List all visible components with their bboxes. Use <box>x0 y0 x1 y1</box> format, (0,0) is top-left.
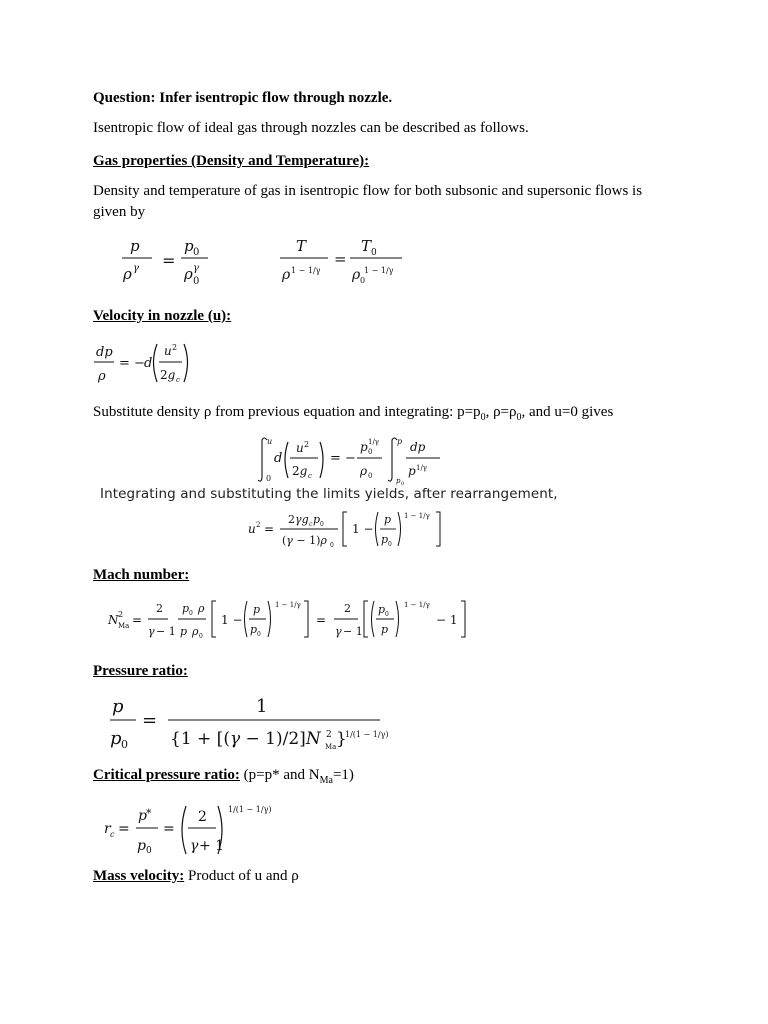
svg-text:p: p <box>137 838 146 854</box>
svg-text:u: u <box>296 441 304 455</box>
svg-text:0: 0 <box>385 611 389 618</box>
svg-text:=: = <box>162 251 176 270</box>
mass-velocity-line <box>93 866 299 886</box>
svg-text:=: = <box>163 821 175 837</box>
svg-text:2g: 2g <box>292 464 308 478</box>
svg-text:2γg: 2γg <box>288 513 309 526</box>
svg-text:T: T <box>361 237 372 255</box>
svg-text:1 − 1/γ: 1 − 1/γ <box>404 512 430 520</box>
svg-text:= −: = − <box>119 356 145 371</box>
svg-text:1/γ: 1/γ <box>368 438 379 446</box>
question-heading: Question: Infer isentropic flow through nozzle. <box>93 90 393 106</box>
gas-properties-heading: Gas properties (Density and Temperature): <box>93 153 370 169</box>
svg-text:dp: dp <box>96 345 113 360</box>
svg-text:dp: dp <box>410 440 426 454</box>
svg-text:1/γ: 1/γ <box>416 464 427 472</box>
svg-text:0: 0 <box>320 521 324 528</box>
svg-text:{1 + [(γ − 1)/2]N: {1 + [(γ − 1)/2]N <box>170 729 321 749</box>
svg-text:ρ: ρ <box>352 267 361 283</box>
svg-text:1 −: 1 − <box>221 613 243 627</box>
svg-text:p: p <box>112 696 124 717</box>
svg-text:1 − 1/γ: 1 − 1/γ <box>364 266 394 275</box>
svg-text:− 1: − 1 <box>343 625 363 638</box>
svg-text:}: } <box>336 729 347 749</box>
svg-text:ρ: ρ <box>192 625 199 638</box>
svg-text:2: 2 <box>156 602 163 615</box>
svg-text:p: p <box>130 237 140 255</box>
svg-text:0: 0 <box>189 610 193 617</box>
mach-number-heading: Mach number: <box>93 567 190 583</box>
svg-text:0: 0 <box>330 542 334 549</box>
isentropic-temperature-equation <box>278 234 408 298</box>
svg-text:0: 0 <box>193 247 200 258</box>
svg-text:2: 2 <box>344 602 351 615</box>
integral-equation <box>258 434 458 490</box>
svg-text:p: p <box>381 533 389 546</box>
svg-text:+ 1: + 1 <box>199 838 225 854</box>
velocity-differential-equation <box>94 340 194 392</box>
svg-text:u: u <box>248 522 256 536</box>
svg-text:r: r <box>104 821 111 837</box>
svg-text:1: 1 <box>256 696 268 717</box>
svg-text:1 − 1/γ: 1 − 1/γ <box>275 601 301 609</box>
svg-text:2: 2 <box>118 610 124 619</box>
svg-text:= −: = − <box>330 451 356 466</box>
svg-text:c: c <box>110 830 115 839</box>
svg-text:p: p <box>110 728 122 749</box>
isentropic-density-equation <box>118 234 228 298</box>
svg-text:0: 0 <box>388 541 392 548</box>
svg-text:u: u <box>164 344 172 358</box>
svg-text:2: 2 <box>198 809 207 825</box>
mass-velocity-text: Product of u and ρ <box>184 868 299 884</box>
svg-text:ρ: ρ <box>123 265 132 283</box>
svg-text:N: N <box>108 613 119 627</box>
svg-text:γ: γ <box>133 263 139 274</box>
svg-text:p: p <box>253 603 261 616</box>
svg-text:Ma: Ma <box>118 622 130 630</box>
svg-text:*: * <box>146 807 152 820</box>
critical-pressure-equation <box>102 800 292 866</box>
svg-text:p: p <box>184 237 194 255</box>
svg-text:p: p <box>408 464 416 478</box>
svg-text:0: 0 <box>371 248 377 258</box>
svg-text:p: p <box>182 602 190 615</box>
svg-text:p: p <box>250 623 258 636</box>
svg-text:1 −: 1 − <box>352 522 374 536</box>
substitute-text: Substitute density ρ from previous equation and integrating: $p=p_0$, $\rho=\rho_0$, and u=0 gives <box>93 404 614 423</box>
intro-text: Isentropic flow of ideal gas through nozzles can be described as follows. <box>93 120 529 136</box>
svg-text:=: = <box>118 821 130 837</box>
svg-text:1 − 1/γ: 1 − 1/γ <box>291 266 321 275</box>
svg-text:2: 2 <box>304 440 310 449</box>
svg-text:d: d <box>144 356 153 371</box>
critical-pressure-line: Critical pressure ratio: (p=p* and $N_{Ma}=1$) <box>93 767 354 786</box>
svg-text:d: d <box>274 451 283 466</box>
svg-text:2: 2 <box>256 521 261 529</box>
svg-text:=: = <box>334 250 347 268</box>
svg-text:0: 0 <box>146 846 152 856</box>
svg-text:γ: γ <box>193 263 199 274</box>
svg-text:0: 0 <box>199 633 203 640</box>
mass-velocity-heading: Mass velocity: <box>93 868 185 884</box>
svg-text:p: p <box>360 440 368 454</box>
svg-text:− 1: − 1 <box>436 613 458 627</box>
svg-text:ρ: ρ <box>98 369 106 384</box>
svg-text:p: p <box>396 477 401 485</box>
svg-text:p: p <box>378 603 386 616</box>
svg-text:γ: γ <box>335 625 342 638</box>
integrating-note: Integrating and substituting the limits yields, after rearrangement, <box>100 486 558 502</box>
svg-text:ρ: ρ <box>184 265 193 283</box>
svg-text:− 1: − 1 <box>156 625 176 638</box>
mach-number-equation <box>106 595 476 649</box>
svg-text:=: = <box>264 522 275 536</box>
svg-text:1/(1 − 1/γ): 1/(1 − 1/γ) <box>228 805 272 814</box>
pressure-ratio-heading: Pressure ratio: <box>93 663 188 679</box>
gas-properties-text: Density and temperature of gas in isentropic flow for both subsonic and supersonic flows is given by <box>93 183 643 220</box>
svg-text:1 − 1/γ: 1 − 1/γ <box>404 601 430 609</box>
velocity-heading: Velocity in nozzle (u): <box>93 308 232 324</box>
svg-text:0: 0 <box>401 481 405 487</box>
svg-text:0: 0 <box>266 474 272 483</box>
svg-text:=: = <box>132 613 143 627</box>
svg-text:0: 0 <box>257 631 261 638</box>
svg-text:=: = <box>142 710 158 731</box>
svg-text:2g: 2g <box>160 368 176 382</box>
svg-text:1/(1 − 1/γ): 1/(1 − 1/γ) <box>345 730 389 739</box>
svg-text:p: p <box>384 513 392 526</box>
svg-text:p: p <box>313 513 321 526</box>
svg-text:c: c <box>309 521 313 528</box>
svg-text:ρ: ρ <box>360 464 368 478</box>
svg-text:0: 0 <box>121 738 128 751</box>
critical-pressure-heading: Critical pressure ratio: <box>93 767 240 783</box>
svg-text:=: = <box>316 613 327 627</box>
svg-text:Ma: Ma <box>325 743 337 751</box>
svg-text:ρ: ρ <box>198 602 205 615</box>
svg-text:γ: γ <box>190 838 199 854</box>
svg-text:0: 0 <box>368 472 373 480</box>
svg-text:0: 0 <box>193 276 200 287</box>
svg-text:2: 2 <box>172 343 178 352</box>
svg-text:ρ: ρ <box>282 267 291 283</box>
svg-text:T: T <box>296 237 307 255</box>
svg-text:γ: γ <box>148 625 155 638</box>
svg-text:0: 0 <box>360 276 366 285</box>
svg-text:p: p <box>397 437 403 446</box>
velocity-squared-equation <box>246 508 456 556</box>
svg-text:2: 2 <box>326 730 332 740</box>
svg-text:p: p <box>381 623 389 636</box>
svg-text:c: c <box>308 472 312 480</box>
svg-text:(γ − 1)ρ: (γ − 1)ρ <box>282 534 327 547</box>
svg-text:u: u <box>267 437 273 446</box>
svg-text:0: 0 <box>368 448 373 456</box>
svg-text:c: c <box>176 376 180 384</box>
svg-text:p: p <box>180 625 188 638</box>
svg-text:p: p <box>138 808 147 824</box>
pressure-ratio-equation <box>110 692 390 758</box>
